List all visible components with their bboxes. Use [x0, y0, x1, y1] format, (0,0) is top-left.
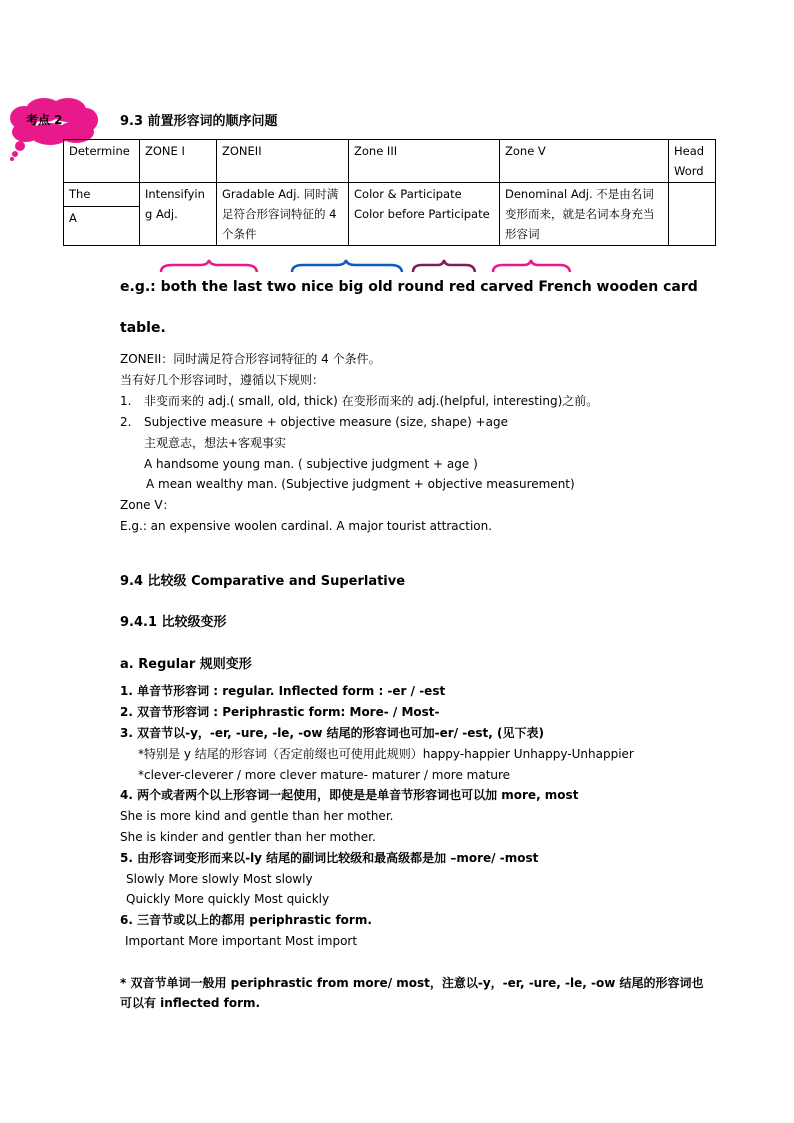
rule-4-example-b: She is kinder and gentler than her mother. [120, 830, 376, 844]
zone-2-cell: Gradable Adj. 同时满足符合形容词特征的 4 个条件 [217, 183, 349, 246]
regular-title: a. Regular 规则变形 [120, 657, 252, 672]
adjective-order-table [63, 139, 716, 246]
rule-5: 5. 由形容词变形而来以-ly 结尾的副词比较级和最高级都是加 –more/ -most [120, 851, 539, 865]
header-zone-2: ZONEII [217, 140, 349, 183]
rule-4: 4. 两个或者两个以上形容词一起使用，即使是是单音节形容词也可以加 more, most [120, 788, 579, 802]
note-zone-5-example: E.g.: an expensive woolen cardinal. A major tourist attraction. [120, 519, 493, 533]
zone-braces [0, 258, 794, 276]
rule-6: 6. 三音节或以上的都用 periphrastic form. [120, 913, 372, 927]
section-9-4-title: 9.4 比较级 Comparative and Superlative [120, 574, 406, 589]
example-line-2: table. [120, 320, 166, 336]
note-example-b: A mean wealthy man. (Subjective judgment + objective measurement) [146, 477, 575, 491]
brace-zone-5 [493, 260, 570, 272]
header-determine: Determine [64, 140, 140, 183]
note-rule-1: 非变而来的 adj.( small, old, thick) 在变形而来的 adj.(helpful, interesting)之前。 [144, 394, 599, 408]
note-rule-2-number: 2. [120, 415, 132, 429]
zone-1-cell: Intensifying Adj. [140, 183, 217, 246]
brace-zone-2 [292, 260, 402, 272]
footnote-line-1: * 双音节单词一般用 periphrastic from more/ most，注意以-y，-er, -ure, -le, -ow 结尾的形容词也 [120, 976, 704, 990]
note-rule-2-cn: 主观意志，想法+客观事实 [144, 436, 287, 450]
determiner-a: A [69, 211, 77, 225]
header-zone-5: Zone V [500, 140, 669, 183]
table-row [64, 183, 716, 246]
note-rule-2: Subjective measure + objective measure (size, shape) +age [144, 415, 508, 429]
rule-3-note-b: *clever-cleverer / more clever mature- maturer / more mature [138, 768, 511, 782]
header-zone-3: Zone III [349, 140, 500, 183]
rule-2: 2. 双音节形容词 : Periphrastic form: More- / Most- [120, 705, 440, 719]
rule-3: 3. 双音节以-y，-er, -ure, -le, -ow 结尾的形容词也可加-er/ -est, (见下表) [120, 726, 544, 740]
rule-5-example-a: Slowly More slowly Most slowly [126, 872, 313, 886]
zone-3-cell: Color & Participate Color before Participate [349, 183, 500, 246]
note-zone-2: ZONEII：同时满足符合形容词特征的 4 个条件。 [120, 352, 381, 366]
brace-zone-3 [413, 260, 475, 272]
section-9-3-title: 9.3 前置形容词的顺序问题 [120, 114, 278, 129]
note-rule-1-number: 1. [120, 394, 132, 408]
badge-label: 考点 2 [26, 113, 63, 127]
head-word-cell [669, 183, 716, 246]
table-header-row [64, 140, 716, 183]
section-9-4-1-title: 9.4.1 比较级变形 [120, 615, 227, 630]
header-head-word: Head Word [669, 140, 716, 183]
rule-6-example: Important More important Most import [125, 934, 358, 948]
rule-3-note-a: *特别是 y 结尾的形容词（否定前缀也可使用此规则）happy-happier Unhappy-Unhappier [138, 747, 634, 761]
note-zone-5: Zone V： [120, 498, 175, 512]
header-zone-1: ZONE I [140, 140, 217, 183]
rule-4-example-a: She is more kind and gentle than her mother. [120, 809, 394, 823]
determiner-the: The [64, 183, 139, 207]
determiner-cell [64, 183, 140, 246]
note-rules-intro: 当有好几个形容词时，遵循以下规则： [120, 373, 325, 387]
rule-5-example-b: Quickly More quickly Most quickly [126, 892, 330, 906]
rule-1: 1. 单音节形容词 : regular. Inflected form : -er / -est [120, 684, 446, 698]
brace-zone-1 [161, 260, 257, 272]
note-example-a: A handsome young man. ( subjective judgment + age ) [144, 457, 478, 471]
example-line-1: e.g.: both the last two nice big old round red carved French wooden card [120, 279, 698, 295]
zone-5-cell: Denominal Adj. 不是由名词变形而来，就是名词本身充当形容词 [500, 183, 669, 246]
footnote-line-2: 可以有 inflected form. [120, 996, 261, 1010]
